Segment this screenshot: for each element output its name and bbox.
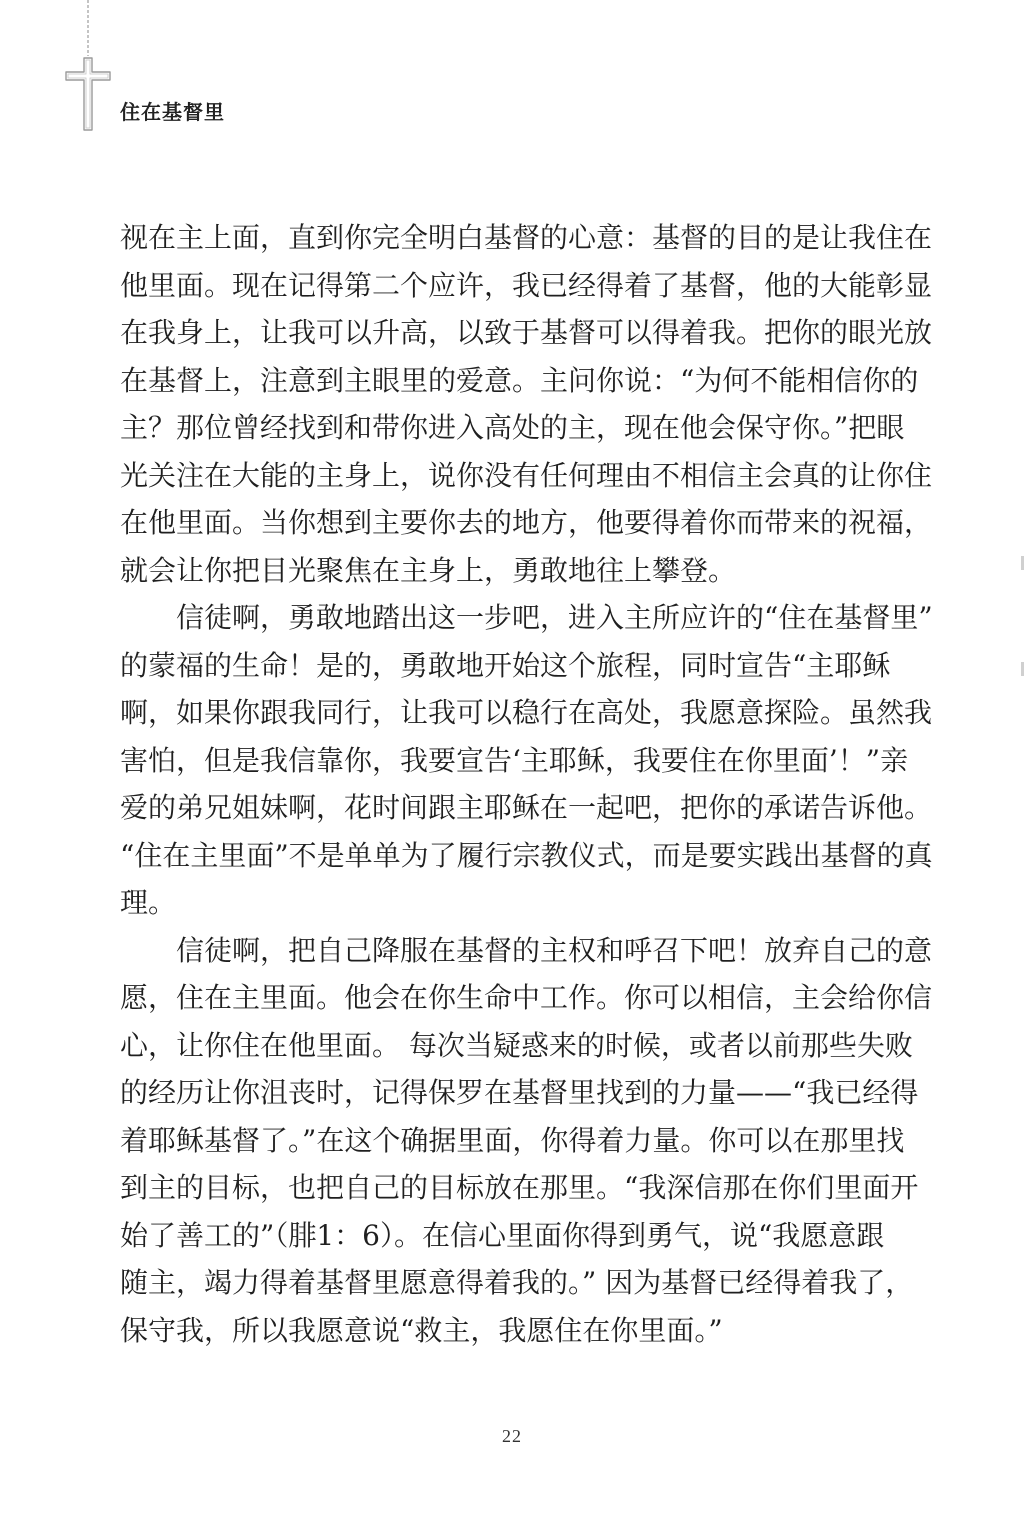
text-line: 信徒啊，勇敢地踏出这一步吧，进入主所应许的“住在基督里” (176, 601, 933, 634)
text-line: 在基督上，注意到主眼里的爱意。主问你说：“为何不能相信你的 (120, 363, 919, 397)
text-line: 就会让你把目光聚焦在主身上，勇敢地往上攀登。 (120, 553, 737, 587)
text-line: 着耶稣基督了。”在这个确据里面，你得着力量。你可以在那里找 (120, 1123, 905, 1157)
text-line: 信徒啊，把自己降服在基督的主权和呼召下吧！放弃自己的意 (176, 933, 933, 967)
text-line: 心，让你住在他里面。 每次当疑惑来的时候，或者以前那些失败 (120, 1028, 913, 1062)
paragraph-2 (120, 594, 933, 927)
text-line: 保守我，所以我愿意说“救主，我愿住在你里面。” (120, 1313, 723, 1347)
paragraph-3 (120, 927, 933, 1355)
cross-icon (60, 0, 116, 140)
text-line: 光关注在大能的主身上，说你没有任何理由不相信主会真的让你住 (120, 458, 933, 492)
text-line: 的蒙福的生命！是的，勇敢地开始这个旅程，同时宣告“主耶稣 (120, 648, 891, 682)
text-line: 理。 (120, 886, 177, 919)
text-line: 始了善工的”（腓1：6）。在信心里面你得到勇气，说“我愿意跟 (120, 1218, 885, 1252)
text-line: 愿，住在主里面。他会在你生命中工作。你可以相信，主会给你信 (120, 981, 933, 1014)
text-line: 主？那位曾经找到和带你进入高处的主，现在他会保守你。”把眼 (120, 411, 905, 444)
text-line: 爱的弟兄姐妹啊，花时间跟主耶稣在一起吧，把你的承诺告诉他。 (120, 791, 933, 824)
text-line: 到主的目标，也把自己的目标放在那里。“我深信那在你们里面开 (120, 1171, 919, 1204)
text-line: 的经历让你沮丧时，记得保罗在基督里找到的力量——“我已经得 (120, 1076, 919, 1109)
body-text (120, 214, 933, 1354)
text-line: 在他里面。当你想到主要你去的地方，他要得着你而带来的祝福， (120, 506, 933, 539)
page-number: 22 (502, 1426, 522, 1446)
paragraph-1 (120, 214, 933, 594)
text-line: 啊，如果你跟我同行，让我可以稳行在高处，我愿意探险。虽然我 (120, 696, 933, 729)
text-line: 在我身上，让我可以升高，以致于基督可以得着我。把你的眼光放 (120, 316, 933, 349)
text-line: 视在主上面，直到你完全明白基督的心意：基督的目的是让我住在 (120, 221, 933, 254)
text-line: 随主，竭力得着基督里愿意得着我的。” 因为基督已经得着我了， (120, 1266, 914, 1299)
text-line: “住在主里面”不是单单为了履行宗教仪式，而是要实践出基督的真 (120, 838, 933, 872)
running-head: 住在基督里 (120, 100, 225, 124)
text-line: 害怕，但是我信靠你，我要宣告‘主耶稣，我要住在你里面’！”亲 (120, 743, 909, 777)
text-line: 他里面。现在记得第二个应许，我已经得着了基督，他的大能彰显 (120, 268, 933, 302)
